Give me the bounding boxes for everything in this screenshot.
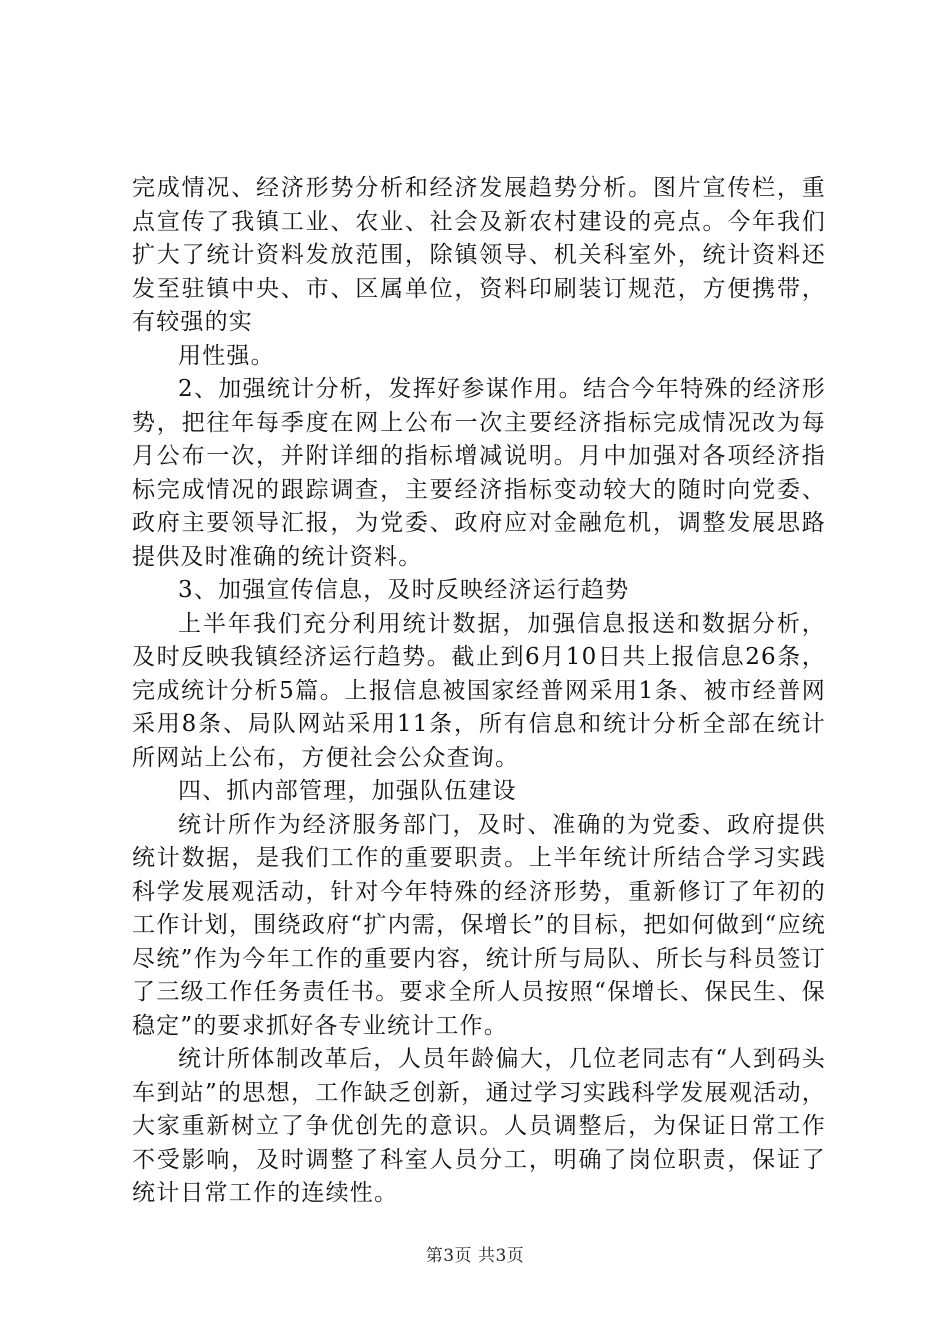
section-heading-publicity: 3、加强宣传信息，及时反映经济运行趋势 (178, 577, 630, 603)
document-body (132, 172, 826, 1211)
paragraph-staff-adjustment: 统计所体制改革后，人员年龄偏大，几位老同志有“人到码头车到站”的思想，工作缺乏创新，通过学习实践科学发展观活动，大家重新树立了争优创先的意识。人员调整后，为保证日常工作不受影响，及时调整了科室人员分工，明确了岗位职责，保证了统计日常工作的连续性。 (132, 1046, 826, 1206)
paragraph-continuation: 完成情况、经济形势分析和经济发展趋势分析。图片宣传栏，重点宣传了我镇工业、农业、社会及新农村建设的亮点。今年我们扩大了统计资料发放范围，除镇领导、机关科室外，统计资料还发至驻镇中央、市、区属单位，资料印刷装订规范，方便携带，有较强的实 (132, 175, 826, 335)
page-number-footer: 第3页 共3页 (425, 1246, 525, 1266)
paragraph-fragment: 用性强。 (178, 342, 275, 369)
paragraph-responsibilities: 统计所作为经济服务部门，及时、准确的为党委、政府提供统计数据，是我们工作的重要职责。上半年统计所结合学习实践科学发展观活动，针对今年特殊的经济形势，重新修订了年初的工作计划，围绕政府“扩内需，保增长”的目标，把如何做到“应统尽统”作为今年工作的重要内容，统计所与局队、所长与科员签订了三级工作任务责任书。要求全所人员按照“保增长、保民生、保稳定”的要求抓好各专业统计工作。 (132, 811, 826, 1039)
section-heading-internal-management: 四、抓内部管理，加强队伍建设 (178, 778, 517, 804)
paragraph-statistical-analysis: 2、加强统计分析，发挥好参谋作用。结合今年特殊的经济形势，把往年每季度在网上公布一次主要经济指标完成情况改为每月公布一次，并附详细的指标增减说明。月中加强对各项经济指标完成情况的跟踪调查，主要经济指标变动较大的随时向党委、政府主要领导汇报，为党委、政府应对金融危机，调整发展思路提供及时准确的统计资料。 (132, 376, 826, 570)
paragraph-information-reporting: 上半年我们充分利用统计数据，加强信息报送和数据分析，及时反映我镇经济运行趋势。截止到6月10日共上报信息26条，完成统计分析5篇。上报信息被国家经普网采用1条、被市经普网采用8条、局队网站采用11条，所有信息和统计分析全部在统计所网站上公布，方便社会公众查询。 (132, 610, 826, 771)
